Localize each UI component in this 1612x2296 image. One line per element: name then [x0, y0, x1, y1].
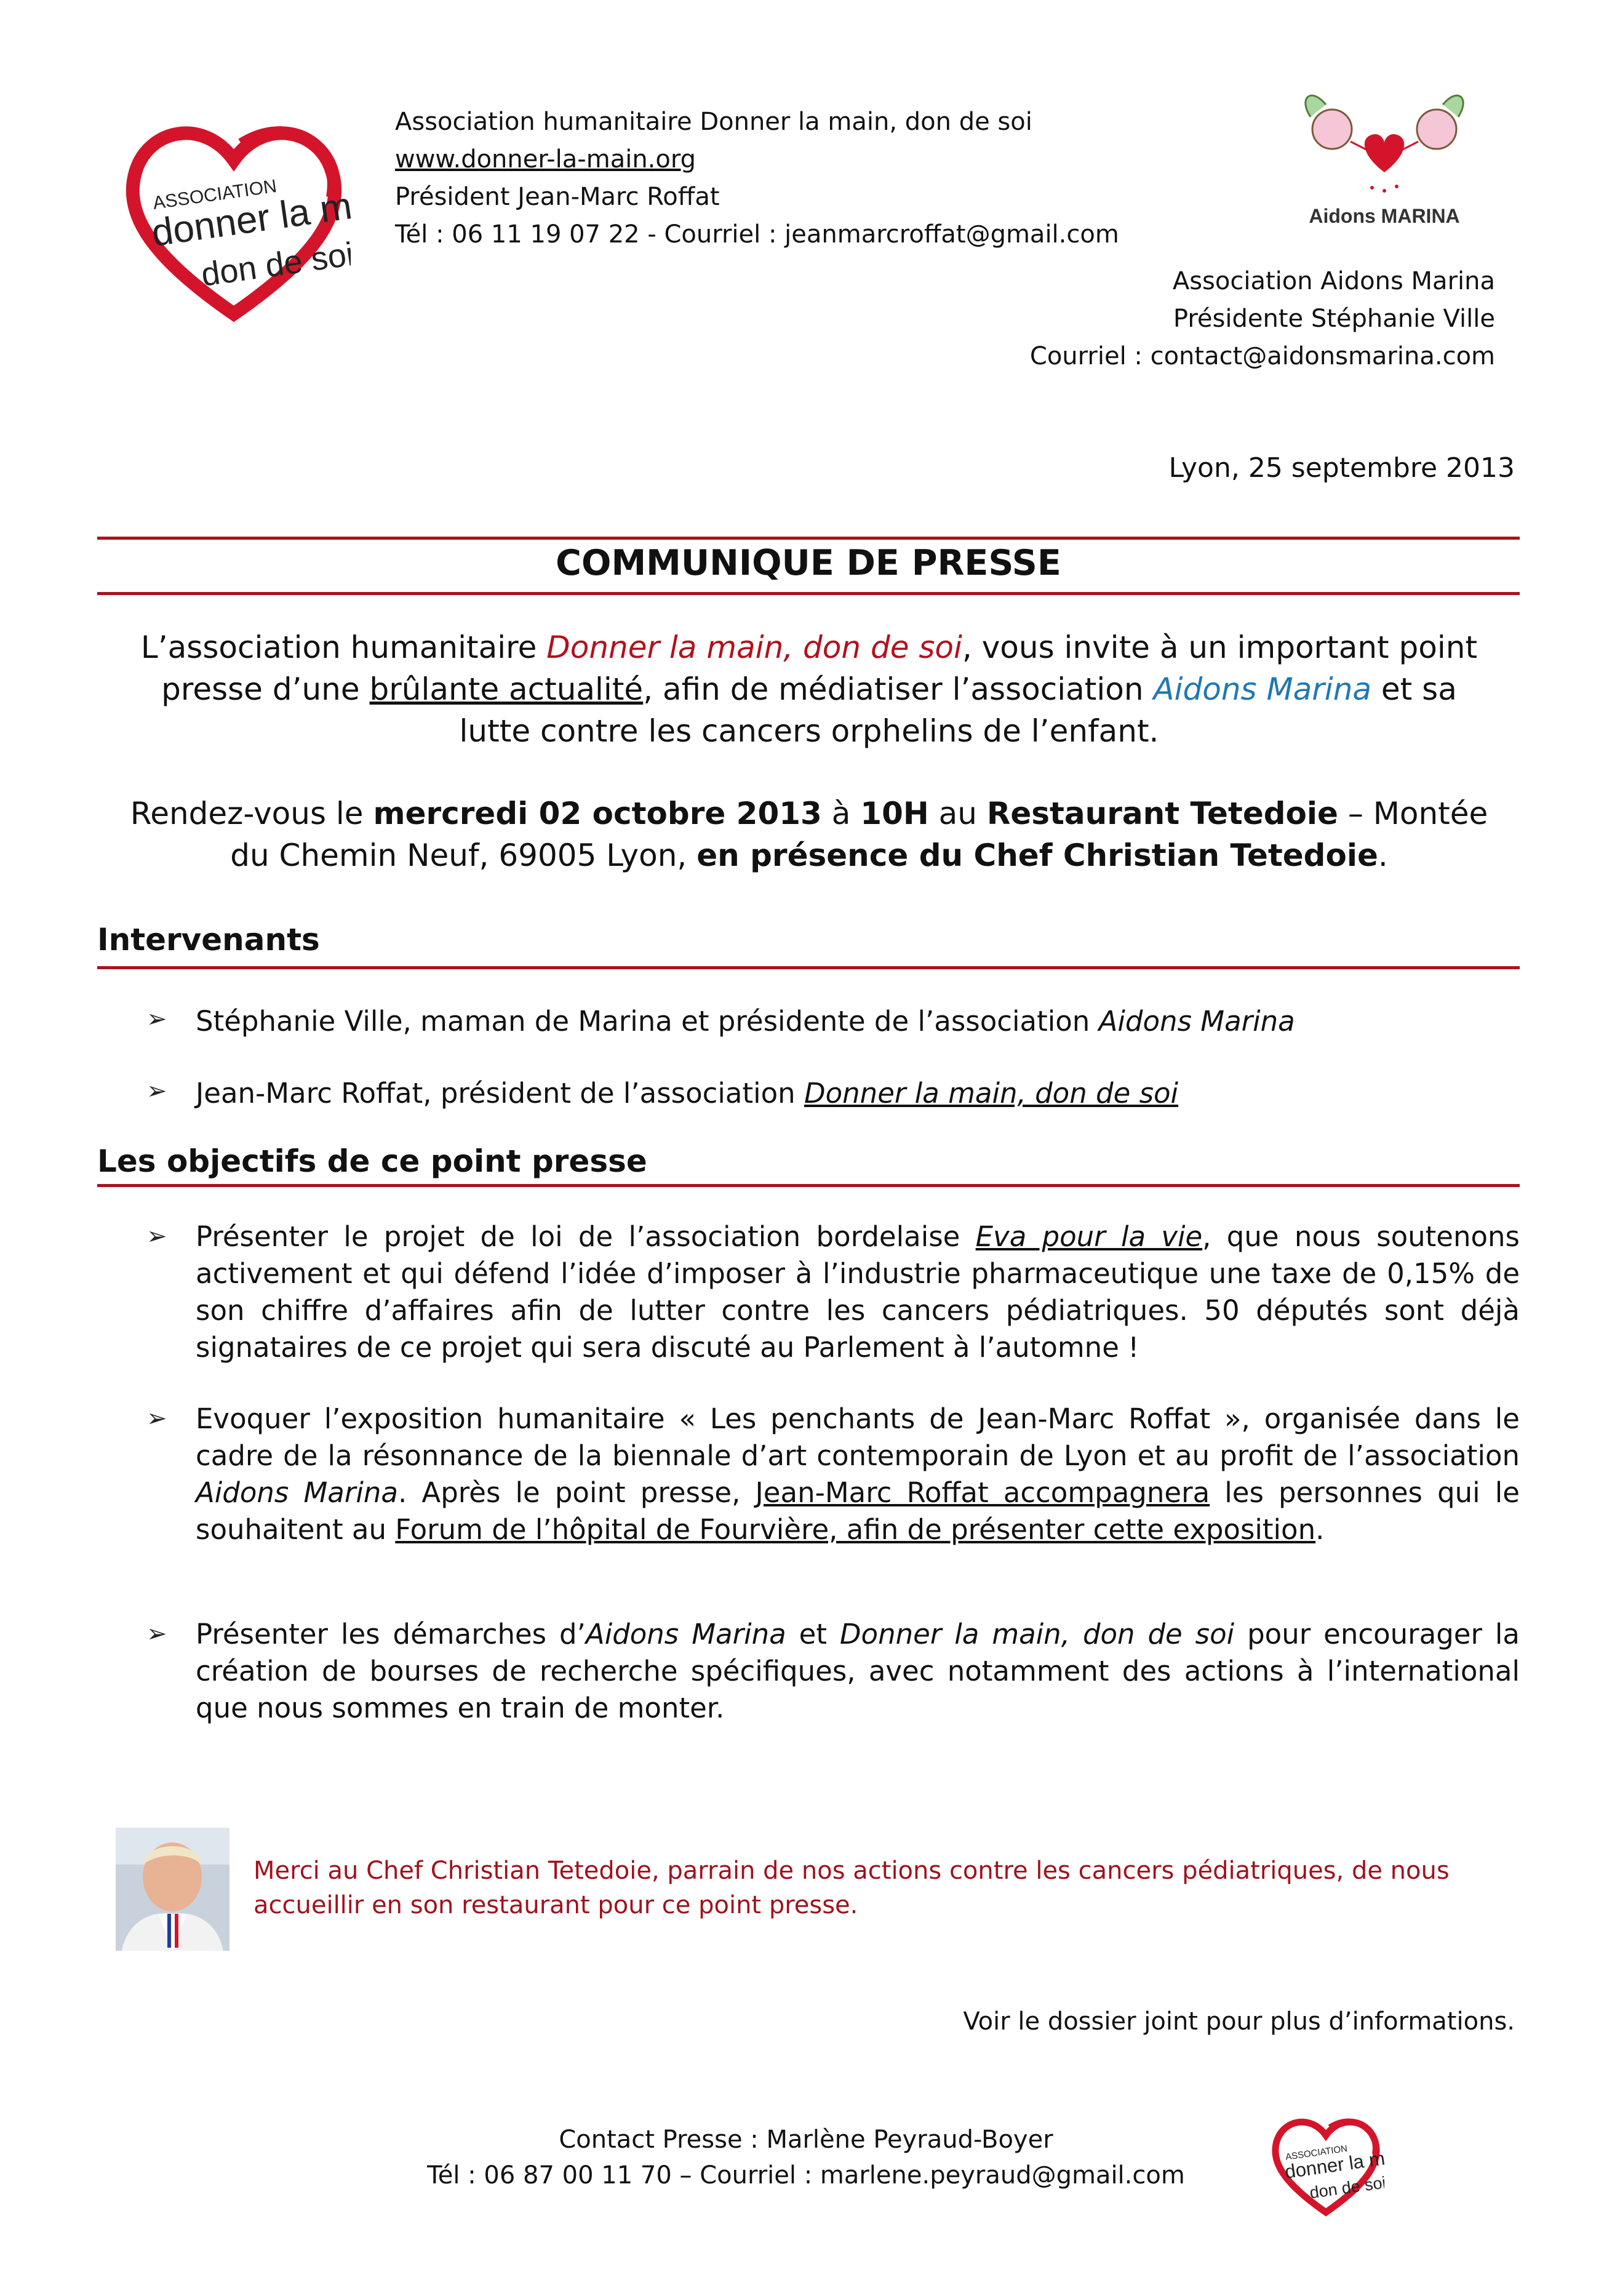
- see-file-text: Voir le dossier joint pour plus d’informations.: [963, 2007, 1515, 2036]
- svg-text:don de soi: don de soi: [1308, 2173, 1384, 2202]
- contact-line: Tél : 06 11 19 07 22 - Courriel : jeanmarcroffat@gmail.com: [395, 220, 1119, 249]
- title-rule-bottom: [97, 592, 1520, 595]
- bullet-arrow-icon: ➢: [146, 1404, 167, 1433]
- bullet-arrow-icon: ➢: [146, 1005, 167, 1033]
- svg-text:donner la main: donner la main: [1283, 2143, 1384, 2183]
- svg-text:donner la main: donner la main: [149, 177, 351, 255]
- title-rule-top: [97, 537, 1520, 540]
- chef-photo: [116, 1828, 229, 1951]
- intervenant-item-1: Stéphanie Ville, maman de Marina et présidente de l’association Aidons Marina: [196, 1005, 1295, 1038]
- donner-la-main-logo: [117, 105, 351, 326]
- objectif-item-3: Présenter les démarches d’Aidons Marina et Donner la main, don de soi pour encourager la création de bourses de recherche spécifiques, avec notamment des actions à l’international que nous sommes en train de monter.: [196, 1618, 1520, 1724]
- footer-contact-info: Tél : 06 87 00 11 70 – Courriel : marlene.peyraud@gmail.com: [427, 2161, 1185, 2190]
- intervenants-heading: Intervenants: [97, 922, 320, 958]
- svg-text:ASSOCIATION: ASSOCIATION: [151, 176, 278, 214]
- footer-contact-name: Contact Presse : Marlène Peyraud-Boyer: [559, 2126, 1053, 2154]
- svg-text:don de soi: don de soi: [199, 235, 351, 294]
- website-link[interactable]: www.donner-la-main.org: [395, 145, 696, 174]
- aidons-marina-president: Présidente Stéphanie Ville: [1173, 305, 1495, 333]
- bullet-arrow-icon: ➢: [146, 1222, 167, 1250]
- president-line: Président Jean-Marc Roffat: [395, 183, 720, 211]
- association-name-line: Association humanitaire Donner la main, don de soi: [395, 108, 1032, 136]
- date-line: Lyon, 25 septembre 2013: [1168, 452, 1515, 484]
- intervenants-rule: [97, 966, 1520, 969]
- aidons-marina-logo: [1292, 80, 1477, 234]
- objectif-item-1: Présenter le projet de loi de l’association bordelaise Eva pour la vie, que nous soutenons activement et qui défend l’idée d’imposer à l’industrie pharmaceutique une taxe de 0,15% de son chiffre d’affaires afin de lutter contre les cancers pédiatriques. 50 députés sont déjà signataires de ce projet qui sera discuté au Parlement à l’automne !: [196, 1220, 1520, 1364]
- donner-la-main-name: Donner la main, don de soi: [546, 630, 962, 665]
- bullet-arrow-icon: ➢: [146, 1077, 167, 1105]
- aidons-marina-logo-text: Aidons MARINA: [1309, 205, 1460, 227]
- bullet-arrow-icon: ➢: [146, 1620, 167, 1648]
- thanks-text: Merci au Chef Christian Tetedoie, parrain de nos actions contre les cancers pédiatriques, de nous accueillir en son restaurant pour ce point presse.: [253, 1857, 1450, 1919]
- objectifs-rule: [97, 1184, 1520, 1187]
- svg-text:ASSOCIATION: ASSOCIATION: [1285, 2143, 1348, 2162]
- aidons-marina-name: Association Aidons Marina: [1172, 267, 1495, 295]
- aidons-marina-contact: Courriel : contact@aidonsmarina.com: [1029, 342, 1495, 370]
- aidons-marina-name-inline: Aidons Marina: [1153, 671, 1372, 707]
- objectifs-heading: Les objectifs de ce point presse: [97, 1143, 647, 1179]
- rendezvous-paragraph: Rendez-vous le mercredi 02 octobre 2013 à 10H au Restaurant Tetedoie – Montée du Chemin Neuf, 69005 Lyon, en présence du Chef Christian Tetedoie.: [130, 796, 1488, 873]
- intervenant-item-2: Jean-Marc Roffat, président de l’association Donner la main, don de soi: [196, 1077, 1179, 1110]
- footer-logo: [1267, 2105, 1384, 2222]
- page-title: COMMUNIQUE DE PRESSE: [556, 543, 1061, 583]
- intro-paragraph: L’association humanitaire Donner la main, don de soi, vous invite à un important point presse d’une brûlante actualité, afin de médiatiser l’association Aidons Marina et sa lutte contre les cancers orphelins de l’enfant.: [140, 630, 1478, 749]
- objectif-item-2: Evoquer l’exposition humanitaire « Les penchants de Jean-Marc Roffat », organisée dans le cadre de la résonnance de la biennale d’art contemporain de Lyon et au profit de l’association Aidons Marina. Après le point presse, Jean-Marc Roffat accompagnera les personnes qui le souhaitent au Forum de l’hôpital de Fourvière, afin de présenter cette exposition.: [196, 1402, 1520, 1546]
